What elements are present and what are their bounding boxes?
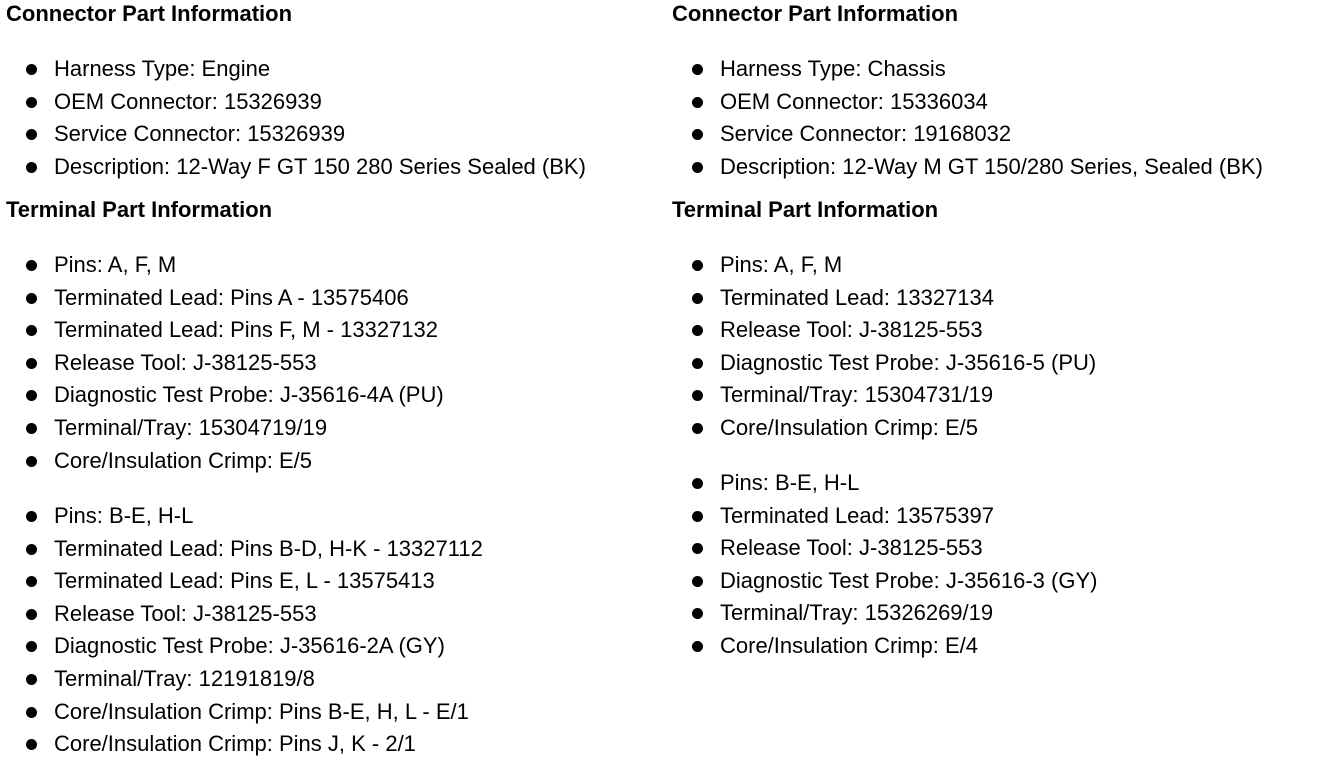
list-item	[6, 412, 444, 445]
bullet-icon	[692, 162, 703, 173]
bullet-icon	[692, 325, 703, 336]
list-item	[6, 663, 483, 696]
list-item	[672, 151, 1263, 184]
bullet-icon	[26, 423, 37, 434]
list-item	[672, 347, 1096, 380]
list-item	[672, 597, 1097, 630]
list-item-text: Description: 12-Way F GT 150 280 Series Sealed (BK)	[54, 153, 586, 179]
list-item	[672, 630, 1097, 663]
bullet-icon	[26, 358, 37, 369]
list-item	[6, 118, 586, 151]
list-item	[672, 412, 1096, 445]
list-item	[6, 445, 444, 478]
list-item	[6, 282, 444, 315]
list-item	[6, 696, 483, 729]
bullet-icon	[26, 707, 37, 718]
list-item-text: Diagnostic Test Probe: J-35616-2A (GY)	[54, 633, 445, 659]
bullet-icon	[26, 511, 37, 522]
list-item-text: Terminal/Tray: 15304731/19	[720, 382, 994, 408]
list-item	[672, 282, 1096, 315]
list-item	[672, 86, 1263, 119]
list-item-text: Pins: A, F, M	[54, 252, 177, 277]
list-item	[672, 500, 1097, 533]
list-item	[672, 53, 1263, 86]
list-item	[672, 249, 1096, 282]
list-item-text: Pins: A, F, M	[720, 252, 843, 277]
list-item	[6, 249, 444, 282]
bullet-icon	[692, 390, 703, 401]
list-item-text: Service Connector: 19168032	[720, 121, 1012, 147]
list-item-text: Core/Insulation Crimp: Pins B-E, H, L - E/1	[54, 698, 469, 724]
bullet-icon	[26, 97, 37, 108]
bullet-icon	[26, 609, 37, 620]
bullet-icon	[692, 358, 703, 369]
list-item	[6, 598, 483, 631]
list-item-text: Pins: B-E, H-L	[54, 503, 194, 528]
list-item	[6, 533, 483, 566]
list-item-text: Core/Insulation Crimp: Pins J, K - 2/1	[54, 731, 416, 757]
terminal-list-group-2	[6, 500, 483, 761]
list-item	[6, 630, 483, 663]
list-item	[6, 379, 444, 412]
bullet-icon	[692, 576, 703, 587]
list-item	[6, 347, 444, 380]
bullet-icon	[26, 674, 37, 685]
list-item-text: Terminal/Tray: 12191819/8	[54, 665, 315, 691]
connector-list	[6, 53, 586, 183]
connector-heading: Connector Part Information	[672, 1, 959, 26]
list-item-text: Harness Type: Engine	[54, 56, 271, 81]
list-item-text: Core/Insulation Crimp: E/4	[720, 632, 978, 658]
list-item-text: Pins: B-E, H-L	[720, 470, 860, 495]
bullet-icon	[26, 293, 37, 304]
list-item-text: Service Connector: 15326939	[54, 121, 346, 147]
list-item	[672, 467, 1097, 500]
bullet-icon	[26, 129, 37, 140]
list-item-text: Core/Insulation Crimp: E/5	[720, 414, 978, 440]
list-item	[6, 728, 483, 761]
terminal-heading: Terminal Part Information	[672, 197, 939, 222]
list-item-text: Diagnostic Test Probe: J-35616-5 (PU)	[720, 349, 1097, 375]
bullet-icon	[692, 293, 703, 304]
connector-list	[672, 53, 1263, 183]
list-item-text: Terminal/Tray: 15304719/19	[54, 414, 328, 440]
bullet-icon	[692, 641, 703, 652]
bullet-icon	[26, 576, 37, 587]
list-item	[672, 379, 1096, 412]
bullet-icon	[26, 456, 37, 467]
bullet-icon	[692, 97, 703, 108]
list-item-text: OEM Connector: 15336034	[720, 88, 988, 114]
list-item	[672, 118, 1263, 151]
bullet-icon	[692, 543, 703, 554]
bullet-icon	[692, 478, 703, 489]
list-item-text: Release Tool: J-38125-553	[54, 349, 317, 375]
list-item	[672, 314, 1096, 347]
list-item-text: Terminated Lead: Pins A - 13575406	[54, 284, 409, 310]
list-item-text: Terminated Lead: Pins E, L - 13575413	[54, 568, 435, 594]
list-item-text: Description: 12-Way M GT 150/280 Series, Sealed (BK)	[720, 153, 1263, 179]
list-item	[672, 565, 1097, 598]
list-item-text: Core/Insulation Crimp: E/5	[54, 447, 312, 473]
list-item	[6, 53, 586, 86]
list-item-text: Terminated Lead: Pins B-D, H-K - 13327112	[54, 535, 483, 561]
terminal-list-group-1	[672, 249, 1096, 445]
list-item-text: Release Tool: J-38125-553	[54, 600, 317, 626]
list-item-text: Terminated Lead: 13575397	[720, 502, 994, 528]
list-item-text: Terminated Lead: Pins F, M - 13327132	[54, 317, 439, 343]
bullet-icon	[26, 64, 37, 75]
list-item-text: Diagnostic Test Probe: J-35616-3 (GY)	[720, 567, 1098, 593]
list-item-text: Terminal/Tray: 15326269/19	[720, 600, 994, 626]
bullet-icon	[26, 739, 37, 750]
list-item-text: Terminated Lead: 13327134	[720, 284, 994, 310]
list-item-text: Harness Type: Chassis	[720, 56, 946, 81]
bullet-icon	[692, 64, 703, 75]
list-item	[6, 500, 483, 533]
bullet-icon	[26, 162, 37, 173]
bullet-icon	[26, 260, 37, 271]
bullet-icon	[692, 260, 703, 271]
bullet-icon	[26, 544, 37, 555]
list-item	[672, 532, 1097, 565]
list-item	[6, 314, 444, 347]
terminal-list-group-1	[6, 249, 444, 477]
list-item	[6, 151, 586, 184]
bullet-icon	[692, 423, 703, 434]
bullet-icon	[692, 511, 703, 522]
list-item	[6, 86, 586, 119]
terminal-heading: Terminal Part Information	[6, 197, 273, 222]
terminal-list-group-2	[672, 467, 1097, 663]
list-item-text: Release Tool: J-38125-553	[720, 535, 983, 561]
list-item-text: Diagnostic Test Probe: J-35616-4A (PU)	[54, 382, 444, 408]
bullet-icon	[692, 129, 703, 140]
bullet-icon	[692, 608, 703, 619]
bullet-icon	[26, 390, 37, 401]
list-item-text: OEM Connector: 15326939	[54, 88, 322, 114]
connector-heading: Connector Part Information	[6, 1, 293, 26]
list-item	[6, 565, 483, 598]
bullet-icon	[26, 641, 37, 652]
bullet-icon	[26, 325, 37, 336]
list-item-text: Release Tool: J-38125-553	[720, 317, 983, 343]
